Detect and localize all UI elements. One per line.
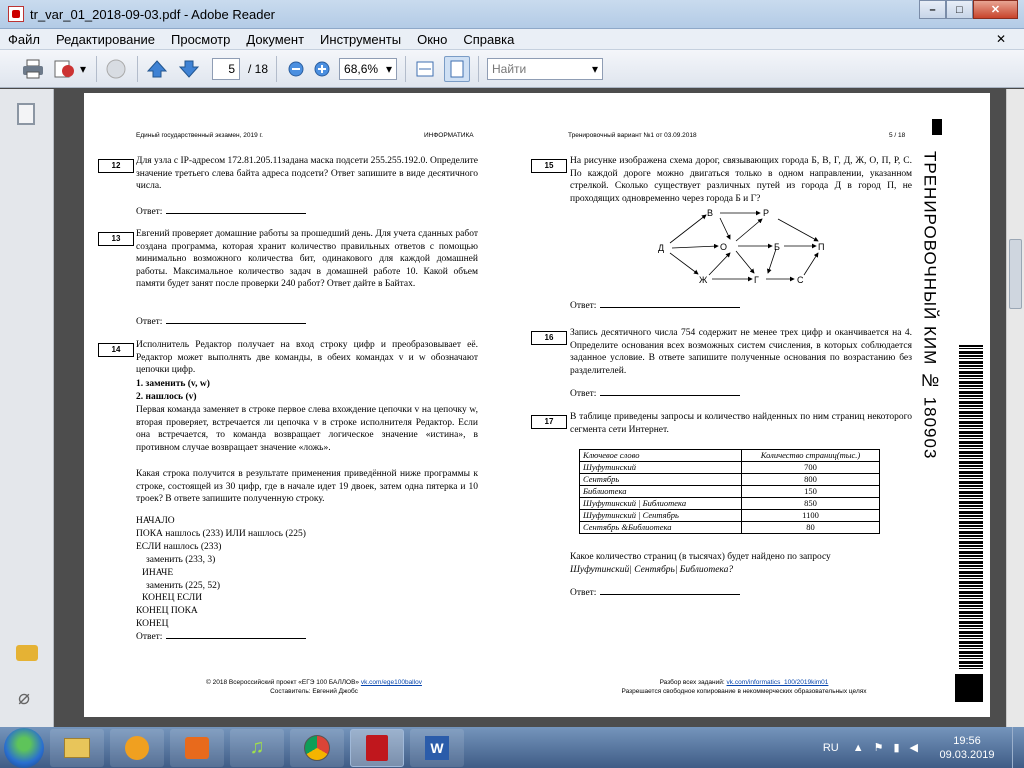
next-page-icon[interactable] [176, 56, 202, 82]
node-d: Д [658, 243, 665, 253]
task-17-number: 17 [531, 415, 567, 429]
document-close-icon[interactable]: ✕ [995, 32, 1006, 46]
toolbar [0, 50, 1024, 88]
navigation-panel [0, 89, 54, 727]
road-graph [654, 201, 824, 291]
node-zh: Ж [699, 275, 708, 285]
task-14-cmd2: 2. нашлось (v) [136, 392, 197, 402]
table-row: Шуфутинский | Библиотека 850 [580, 498, 880, 510]
vertical-scrollbar[interactable] [1006, 89, 1024, 727]
query-table: Ключевое слово Количество страниц(тыс.) Шуфутинский 700 Сентябрь 800 Библиотека 150 Шуфутинский | Библиотека 850 Шуфутинский | Сентябрь 1100 Сентябрь &Библиотека 80 [579, 449, 880, 534]
fit-page-icon[interactable] [444, 56, 470, 82]
title-bar [0, 0, 1024, 29]
task-13-number: 13 [98, 232, 134, 246]
menu-view[interactable]: Просмотр [171, 31, 231, 47]
adobe-reader-taskbar-icon[interactable] [350, 729, 404, 767]
network-icon[interactable]: ▮ [893, 742, 900, 754]
footer-right: Разбор всех заданий: vk.com/informatics_100/2019kim01 Разрешается свободное копирование в некоммерческих образовательных целях [621, 679, 867, 695]
maximize-button[interactable]: □ [946, 0, 973, 19]
task-17-text: В таблице приведены запросы и количество найденных по ним страниц некоторого сегмента сети Интернет. [570, 412, 912, 435]
node-s: С [797, 275, 804, 285]
attachment-icon[interactable]: ⌀ [18, 687, 31, 709]
clock[interactable]: 19:56 09.03.2019 [939, 734, 995, 761]
node-v: В [707, 208, 714, 218]
task-16-number: 16 [531, 331, 567, 345]
explorer-icon[interactable] [50, 729, 104, 767]
system-tray [823, 727, 1024, 768]
word-icon[interactable]: W [410, 729, 464, 767]
page-number-input[interactable]: 5 [212, 58, 240, 80]
node-p: П [818, 242, 824, 252]
page-count: / 18 [248, 61, 269, 76]
table-row: Сентябрь 800 [580, 474, 880, 486]
menu-bar [0, 29, 1024, 50]
chrome-icon[interactable] [290, 729, 344, 767]
header-page: 5 / 18 [889, 132, 906, 139]
menu-tools[interactable]: Инструменты [320, 31, 402, 47]
table-row: Шуфутинский 700 [580, 462, 880, 474]
task-13-answer: Ответ: [136, 316, 306, 329]
collaborate-icon[interactable] [103, 56, 129, 82]
task-13-text: Евгений проверяет домашние работы за прошедший день. Для учета сданных работ создана программа, которая хранит количество правильных ответов с помощью минимально возможного количества бит, одинакового для каждой домашней работы. Максимальное количество задач в домашней работе 10. Какой объем памяти будет занят после проверки 240 работ? Ответ дайте в Байтах. [136, 229, 478, 290]
volume-icon[interactable]: ◀ [909, 742, 918, 754]
zoom-select[interactable]: 68,6% ▾ [339, 58, 397, 80]
menu-file[interactable]: Файл [8, 31, 40, 47]
menu-edit[interactable]: Редактирование [55, 31, 155, 47]
task-14-cmd1: 1. заменить (v, w) [136, 379, 210, 389]
minimize-button[interactable]: – [919, 0, 946, 19]
task-14-number: 14 [98, 343, 134, 357]
footer-left: © 2018 Всероссийский проект «ЕГЭ 100 БАЛЛОВ» vk.com/ege100ballov Составитель: Евгений Джобс [206, 679, 422, 695]
window-title: tr_var_01_2018-09-03.pdf - Adobe Reader [30, 6, 276, 22]
adobe-reader-icon [8, 6, 24, 22]
media-player-icon[interactable] [110, 729, 164, 767]
zoom-in-icon[interactable] [309, 56, 335, 82]
create-pdf-icon[interactable] [52, 56, 78, 82]
task-15-text: На рисунке изображена схема дорог, связывающих города Б, В, Г, Д, Ж, О, П, Р, С. По каждой дороге можно двигаться только в одном направлении, указанном стрелкой. Сколько существует различных путей из города Д в город П, не проходящих одновременно через города Б и Г? [570, 156, 912, 204]
pages-icon[interactable] [17, 103, 35, 125]
task-16-text: Запись десятичного числа 754 содержит не менее трех цифр и оканчивается на 4. Определите основания всех возможных систем счисления, в которых соблюдается заданное условие. В ответе запишите полученные основания по возрастанию без разделителей. [570, 328, 912, 376]
pdf-page [84, 93, 990, 717]
comments-icon[interactable] [16, 645, 38, 661]
fit-width-icon[interactable] [412, 56, 438, 82]
task-17-answer: Ответ: [570, 587, 740, 600]
print-icon[interactable] [20, 56, 46, 82]
close-button[interactable]: ✕ [973, 0, 1018, 19]
menu-help[interactable]: Справка [463, 31, 515, 47]
header-subject: ИНФОРМАТИКА [424, 132, 474, 139]
task-12-text: Для узла с IP-адресом 172.81.205.11задана маска подсети 255.255.192.0. Определите значение третьего слева байта адреса подсети? Ответ запишите в виде десятичного числа. [136, 156, 478, 192]
music-icon[interactable]: ♫ [230, 729, 284, 767]
node-r: Р [763, 208, 770, 218]
table-row: Шуфутинский | Сентябрь 1100 [580, 510, 880, 522]
menu-window[interactable]: Окно [417, 31, 448, 47]
show-hidden-icons[interactable]: ▲ [852, 741, 864, 754]
task-17-question: Какое количество страниц (в тысячах) будет найдено по запросу [570, 552, 831, 562]
task-14-question: Какая строка получится в результате применения приведённой ниже программы к строке, состоящей из 30 цифр, где в начале идет 19 двоек, затем одна пятерка и 10 троек? В ответе запишите полученную строку. [136, 469, 478, 505]
video-icon[interactable] [170, 729, 224, 767]
taskbar [0, 727, 1024, 768]
zoom-out-icon[interactable] [283, 56, 309, 82]
dropdown-arrow-icon[interactable]: ▾ [79, 61, 87, 76]
show-desktop-button[interactable] [1012, 727, 1024, 768]
task-14-answer: Ответ: [136, 631, 306, 644]
chevron-down-icon: ▾ [591, 61, 599, 76]
start-button[interactable] [4, 728, 44, 768]
previous-page-icon[interactable] [144, 56, 170, 82]
corner-marker [932, 119, 942, 135]
side-title: ТРЕНИРОВОЧНЫЙ КИМ № 180903 [920, 151, 940, 460]
task-12-answer: Ответ: [136, 206, 306, 219]
node-g: Г [754, 275, 759, 285]
scroll-thumb[interactable] [1009, 239, 1022, 309]
flag-icon[interactable]: ⚑ [873, 742, 884, 754]
task-17-query: Шуфутинский| Сентябрь| Библиотека? [570, 565, 734, 575]
task-14-body: Первая команда заменяет в строке первое слева вхождение цепочки v на цепочку w, вторая проверяет, встречается ли цепочка v в строке исполнителя Редактор. Если она встречается, то команда возвращает логическое значение «истина», в противном случае возвращает значение «ложь». [136, 405, 478, 453]
chevron-down-icon: ▾ [385, 61, 393, 76]
header-variant: Тренировочный вариант №1 от 03.09.2018 [568, 132, 697, 139]
find-input[interactable]: Найти ▾ [487, 58, 603, 80]
task-12-number: 12 [98, 159, 134, 173]
task-14-program: НАЧАЛО ПОКА нашлось (233) ИЛИ нашлось (225) ЕСЛИ нашлось (233) заменить (233, 3) ИНАЧЕ заменить (225, 52) КОНЕЦ ЕСЛИ КОНЕЦ ПОКА КОНЕЦ [136, 516, 306, 630]
document-viewport [54, 89, 1024, 727]
node-b: Б [774, 242, 780, 252]
task-16-answer: Ответ: [570, 388, 740, 401]
language-indicator[interactable]: RU [822, 741, 839, 754]
table-row: Библиотека 150 [580, 486, 880, 498]
node-o: О [720, 242, 728, 252]
table-row: Сентябрь &Библиотека 80 [580, 522, 880, 534]
task-15-answer: Ответ: [570, 300, 740, 313]
qr-code [957, 676, 981, 700]
header-left: Единый государственный экзамен, 2019 г. [136, 132, 263, 139]
task-15-number: 15 [531, 159, 567, 173]
menu-document[interactable]: Документ [246, 31, 305, 47]
task-14-intro: Исполнитель Редактор получает на вход строку цифр и преобразовывает её. Редактор может выполнять две команды, в обеих командах v и w обозначают цепочки цифр. [136, 340, 478, 376]
barcode [959, 345, 983, 671]
